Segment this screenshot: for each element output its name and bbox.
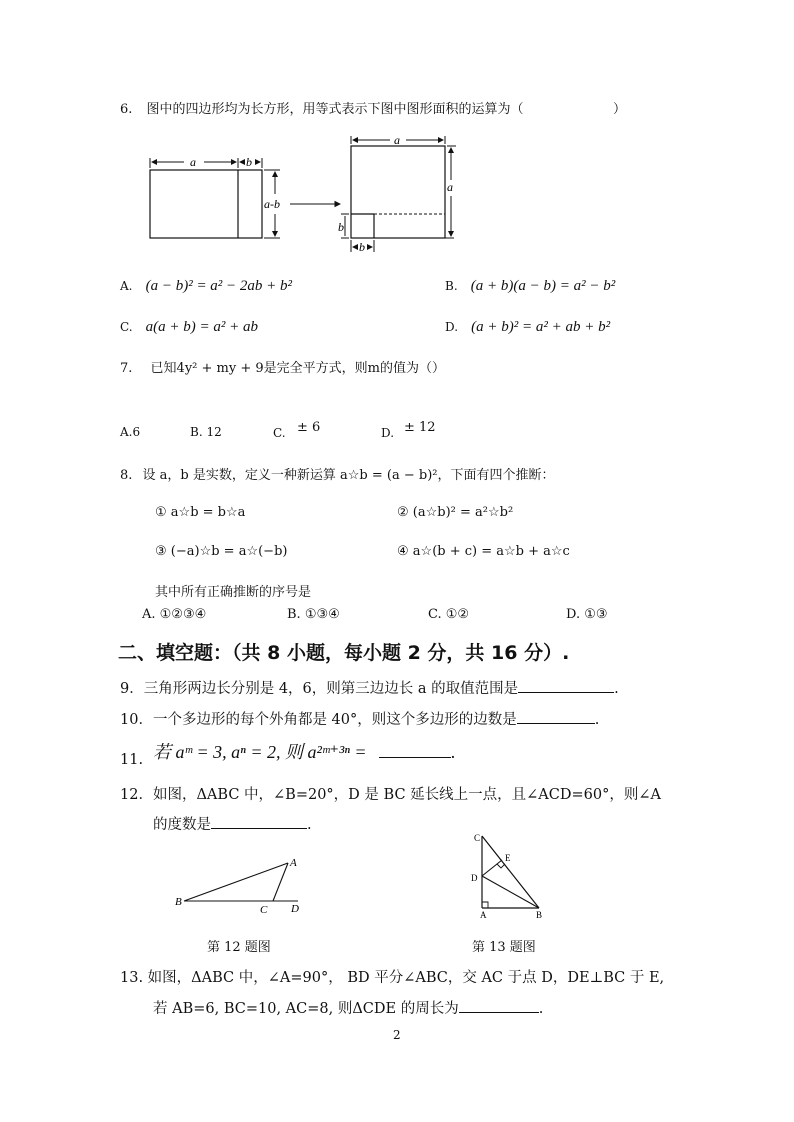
q7-number: 7. <box>120 361 133 376</box>
q12-point-d: D <box>291 903 299 915</box>
q6-right-rect <box>351 146 445 238</box>
q7-option-c-label[interactable]: C. <box>273 426 286 440</box>
q6-option-b[interactable]: B. (a + b)(a − b) = a² − b² <box>445 278 616 294</box>
q8-prompt: 其中所有正确推断的序号是 <box>155 585 312 600</box>
q7-text: 已知4y² + my + 9是完全平方式，则m的值为（） <box>150 361 445 376</box>
q12-line-1: 12．如图，ΔABC 中，∠B=20°，D 是 BC 延长线上一点，且∠ACD=60°，则∠A <box>120 787 661 803</box>
q12-answer-blank[interactable] <box>211 814 307 829</box>
q13-point-e: E <box>505 853 511 863</box>
q6-label-a-left: a <box>190 155 196 169</box>
q6-label-a-right: a <box>447 180 453 194</box>
q9-text: 9．三角形两边长分别是 4，6，则第三边边长 a 的取值范围是 <box>120 681 519 697</box>
q6-option-d[interactable]: D. (a + b)² = a² + ab + b² <box>445 319 611 335</box>
q10-answer-blank[interactable] <box>517 709 595 724</box>
q12-figure <box>172 850 312 916</box>
q12-line-2: 的度数是 . <box>153 813 312 834</box>
section-2-heading: 二、填空题：（共 8 小题，每小题 2 分，共 16 分）. <box>118 642 570 664</box>
q8-item-2: ② (a☆b)² = a²☆b² <box>397 505 514 520</box>
q8-option-b[interactable]: B. ①③④ <box>287 607 340 622</box>
q6-stem <box>120 98 524 117</box>
q11-number: 11. <box>120 752 144 768</box>
q13-line-2: 若 AB=6, BC=10, AC=8, 则ΔCDE 的周长为 . <box>153 997 543 1018</box>
q11-line: 若 aᵐ = 3, aⁿ = 2, 则 a²ᵐ⁺³ⁿ = . <box>153 738 456 764</box>
q13-figure <box>466 830 556 922</box>
q13-point-c: C <box>474 833 481 843</box>
q13-answer-blank[interactable] <box>459 998 539 1013</box>
q13-point-b: B <box>536 910 543 920</box>
q8-option-a[interactable]: A. ①②③④ <box>142 607 207 622</box>
q8-text: 设 a，b 是实数，定义一种新运算 a☆b = (a − b)²，下面有四个推断： <box>142 468 555 483</box>
q10-line: 10．一个多边形的每个外角都是 40°，则这个多边形的边数是 . <box>120 708 599 729</box>
q6-number: 6. <box>120 102 133 117</box>
q8-option-c[interactable]: C. ①② <box>428 607 470 622</box>
q7-option-c-value: ± 6 <box>297 420 321 435</box>
q12-point-a: A <box>290 857 297 869</box>
q7-option-d-value: ± 12 <box>404 420 436 435</box>
q7-stem <box>120 357 445 376</box>
q8-item-1: ① a☆b = b☆a <box>155 505 246 520</box>
q8-item-4: ④ a☆(b + c) = a☆b + a☆c <box>397 544 570 559</box>
q8-stem <box>120 464 555 483</box>
page-number: 2 <box>393 1028 401 1042</box>
q10-text: 10．一个多边形的每个外角都是 40°，则这个多边形的边数是 <box>120 712 517 728</box>
q9-answer-blank[interactable] <box>518 678 614 693</box>
q6-label-b-side: b <box>338 220 344 234</box>
q13-line-1: 13. 如图，ΔABC 中，∠A=90°， BD 平分∠ABC，交 AC 于点 D，DE⊥BC 于 E, <box>120 970 665 986</box>
q8-number: 8. <box>120 468 133 483</box>
q6-close-paren: ） <box>613 102 627 117</box>
q12-caption: 第 12 题图 <box>207 940 271 955</box>
q7-option-d-label[interactable]: D. <box>381 426 395 440</box>
q13-point-d: D <box>471 873 478 883</box>
q11-expr: 若 aᵐ = 3, aⁿ = 2, 则 a²ᵐ⁺³ⁿ = <box>153 742 367 762</box>
q7-option-a[interactable]: A.6 <box>120 425 141 439</box>
q12-point-c: C <box>260 904 268 916</box>
q6-label-amb: a-b <box>264 197 280 211</box>
q7-option-b[interactable]: B. 12 <box>190 425 222 439</box>
q6-option-c[interactable]: C. a(a + b) = a² + ab <box>120 319 259 335</box>
q13-caption: 第 13 题图 <box>472 940 536 955</box>
q8-item-3: ③ (−a)☆b = a☆(−b) <box>155 544 288 559</box>
q9-line: 9．三角形两边长分别是 4，6，则第三边边长 a 的取值范围是 . <box>120 677 619 698</box>
q6-option-a[interactable]: A. (a − b)² = a² − 2ab + b² <box>120 278 293 294</box>
q6-left-rect <box>150 170 262 238</box>
q11-answer-blank[interactable] <box>379 739 451 758</box>
q6-label-b-left: b <box>246 155 252 169</box>
q8-option-d[interactable]: D. ①③ <box>566 607 608 622</box>
q12-point-b: B <box>175 896 182 908</box>
q6-text: 图中的四边形均为长方形，用等式表示下图中图形面积的运算为（ <box>146 102 524 117</box>
q6-label-a-top: a <box>394 133 400 147</box>
q6-figure <box>140 128 470 258</box>
q6-label-b-bottom: b <box>359 240 365 254</box>
q13-point-a: A <box>480 910 487 920</box>
